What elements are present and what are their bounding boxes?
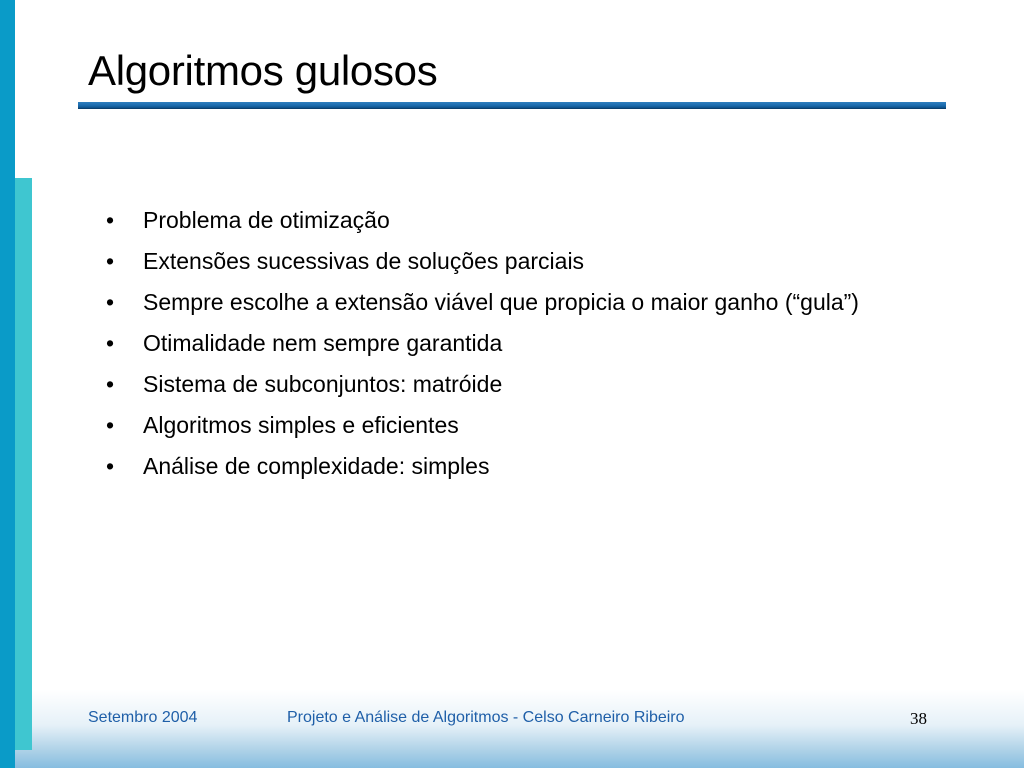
- bullet-item: [100, 287, 880, 317]
- bullet-dot-icon: •: [105, 289, 115, 315]
- bullet-dot-icon: •: [105, 453, 115, 479]
- bullet-dot-icon: •: [105, 371, 115, 397]
- bullet-text: Sempre escolhe a extensão viável que propicia o maior ganho (“gula”): [143, 289, 859, 315]
- bullet-dot-icon: •: [105, 207, 115, 233]
- bullet-item: [100, 205, 880, 235]
- left-accent-bar-light: [15, 178, 32, 750]
- bullet-item: [100, 369, 880, 399]
- bullet-item: [100, 410, 880, 440]
- footer-course-title: Projeto e Análise de Algoritmos - Celso Carneiro Ribeiro: [287, 709, 685, 726]
- bullet-list: [100, 205, 880, 492]
- title-underline-rule: [78, 102, 946, 109]
- footer-page-number: 38: [910, 709, 927, 728]
- bottom-gradient: [0, 690, 1024, 768]
- bullet-text: Sistema de subconjuntos: matróide: [143, 371, 503, 397]
- bullet-text: Problema de otimização: [143, 207, 390, 233]
- bullet-text: Extensões sucessivas de soluções parciais: [143, 248, 585, 274]
- bullet-dot-icon: •: [105, 412, 115, 438]
- bullet-item: [100, 246, 880, 276]
- left-accent-bar-dark: [0, 0, 15, 768]
- bullet-dot-icon: •: [105, 330, 115, 356]
- slide-title: Algoritmos gulosos: [88, 47, 438, 94]
- footer-date: Setembro 2004: [88, 709, 198, 726]
- bullet-text: Otimalidade nem sempre garantida: [143, 330, 503, 356]
- bullet-dot-icon: •: [105, 248, 115, 274]
- bullet-text: Algoritmos simples e eficientes: [143, 412, 459, 438]
- bullet-text: Análise de complexidade: simples: [143, 453, 490, 479]
- bullet-item: [100, 451, 880, 481]
- bullet-item: [100, 328, 880, 358]
